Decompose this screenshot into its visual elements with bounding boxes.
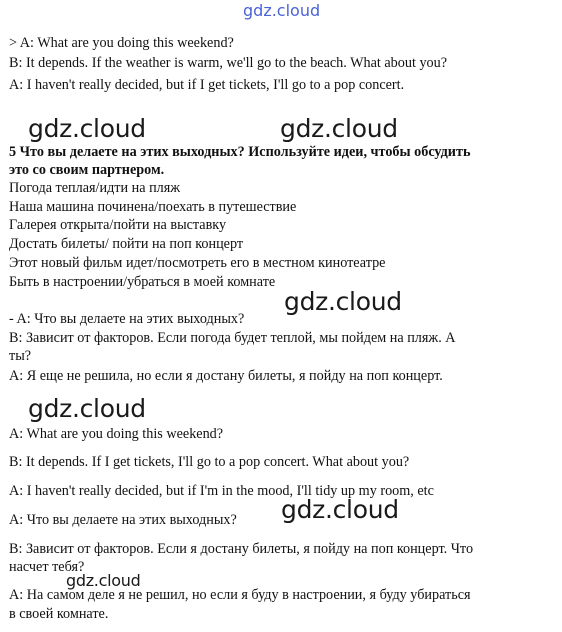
dialogue2-line-2: B: It depends. If I get tickets, I'll go to a pop concert. What about you? <box>9 454 410 470</box>
idea-item: Быть в настроении/убраться в моей комнате <box>9 274 276 290</box>
dialogue2-ru-line-4: A: На самом деле я не решил, но если я буду в настроении, я буду убираться <box>9 587 471 603</box>
dialogue2-line-3: A: I haven't really decided, but if I'm in the mood, I'll tidy up my room, etc <box>9 483 434 499</box>
dialogue1-ru-line-4: A: Я еще не решила, но если я достану билеты, я пойду на поп концерт. <box>9 368 443 384</box>
dialogue1-ru-line-1: - A: Что вы делаете на этих выходных? <box>9 311 245 327</box>
dialogue1-line-2: B: It depends. If the weather is warm, we'll go to the beach. What about you? <box>9 55 448 71</box>
dialogue1-ru-line-2: B: Зависит от факторов. Если погода будет теплой, мы пойдем на пляж. А <box>9 330 456 346</box>
watermark-top: gdz.cloud <box>243 1 321 20</box>
dialogue2-ru-line-5: в своей комнате. <box>9 606 109 622</box>
dialogue1-line-3: A: I haven't really decided, but if I get tickets, I'll go to a pop concert. <box>9 77 405 93</box>
dialogue2-ru-line-1: A: Что вы делаете на этих выходных? <box>9 512 237 528</box>
watermark: gdz.cloud <box>280 114 398 143</box>
watermark: gdz.cloud <box>28 114 146 143</box>
dialogue2-line-1: A: What are you doing this weekend? <box>9 426 224 442</box>
watermark: gdz.cloud <box>284 287 402 316</box>
dialogue1-ru-line-3: ты? <box>9 348 32 364</box>
idea-item: Достать билеты/ пойти на поп концерт <box>9 236 244 252</box>
watermark: gdz.cloud <box>281 495 399 524</box>
exercise-title-line-2: это со своим партнером. <box>9 162 165 178</box>
idea-item: Галерея открыта/пойти на выставку <box>9 217 227 233</box>
exercise-title-line-1: 5 Что вы делаете на этих выходных? Используйте идеи, чтобы обсудить <box>9 144 471 160</box>
watermark: gdz.cloud <box>66 571 141 590</box>
idea-item: Погода теплая/идти на пляж <box>9 180 181 196</box>
dialogue2-ru-line-2: B: Зависит от факторов. Если я достану билеты, я пойду на поп концерт. Что <box>9 541 474 557</box>
dialogue2-ru-line-3: насчет тебя? <box>9 559 85 575</box>
idea-item: Наша машина починена/поехать в путешествие <box>9 199 297 215</box>
idea-item: Этот новый фильм идет/посмотреть его в местном кинотеатре <box>9 255 386 271</box>
watermark: gdz.cloud <box>28 394 146 423</box>
dialogue1-line-1: > A: What are you doing this weekend? <box>9 35 234 51</box>
